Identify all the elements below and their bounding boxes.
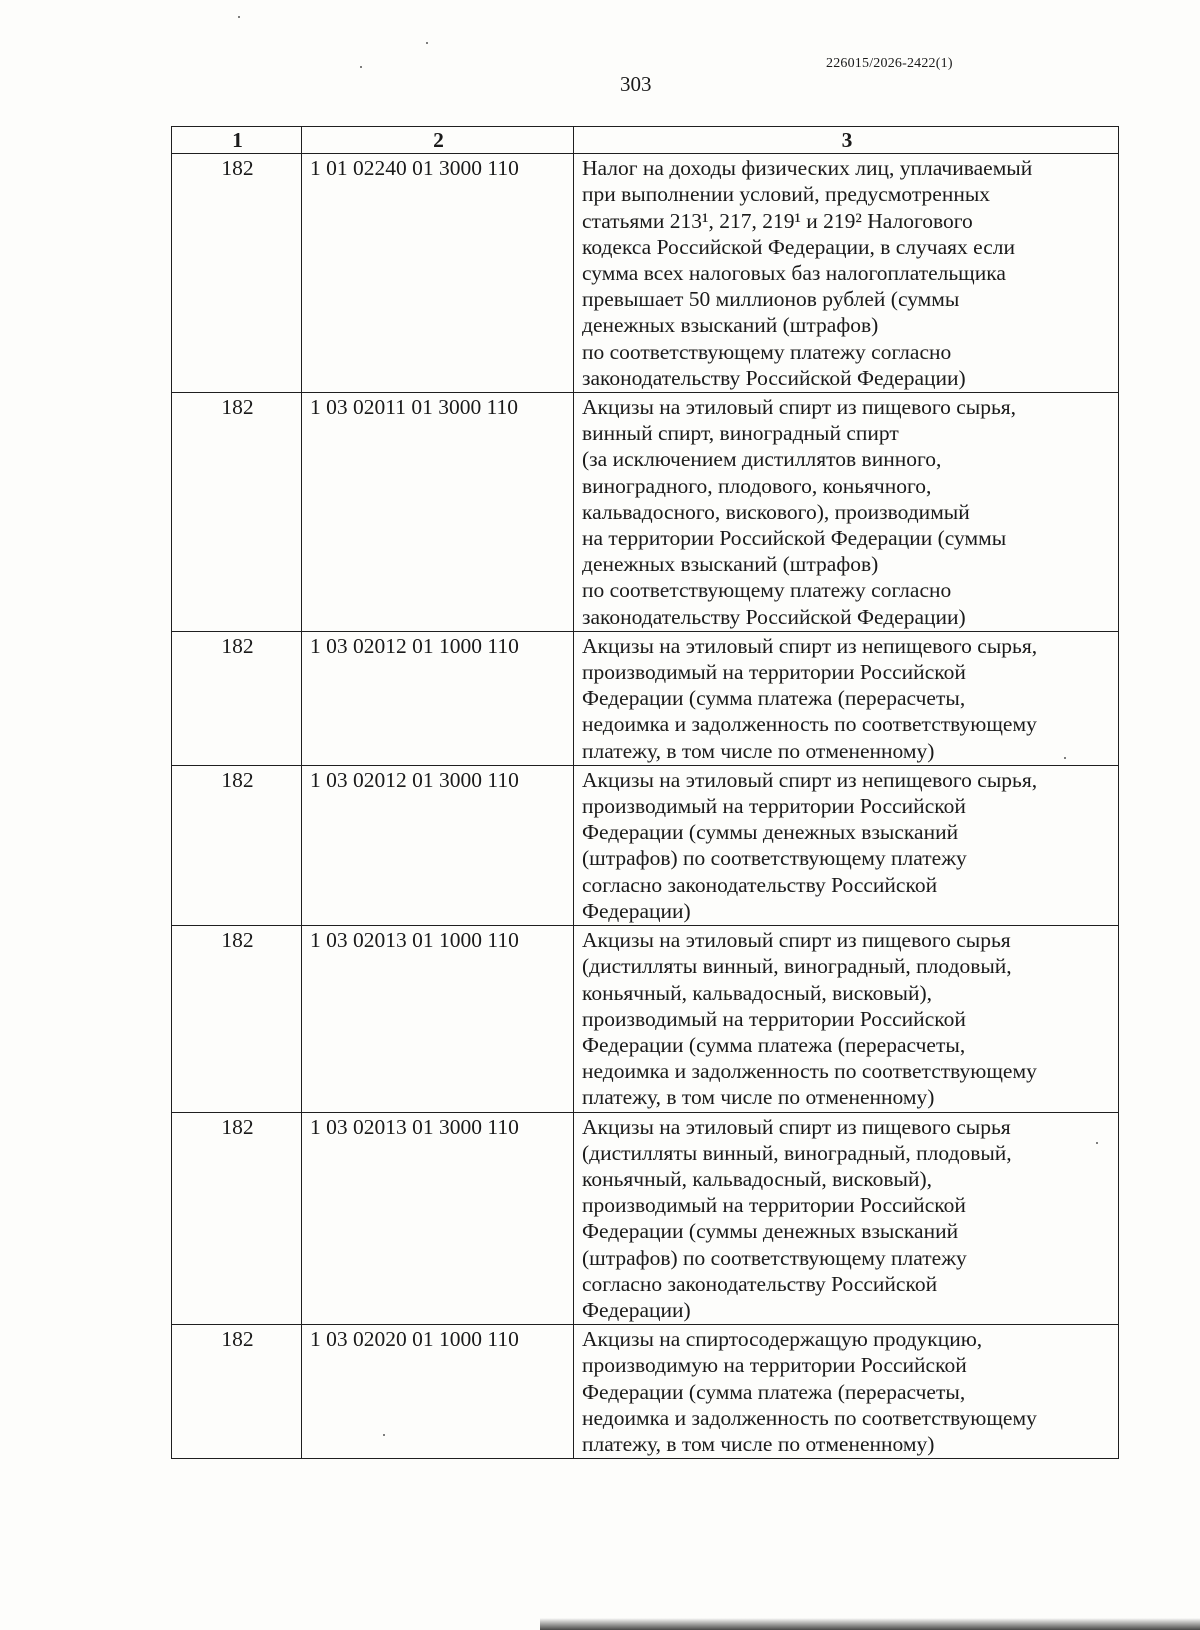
admin-code-cell: 182 (172, 1112, 302, 1325)
description-line: недоимка и задолженность по соответствующему (582, 712, 1037, 737)
budget-code-cell: 1 03 02011 01 3000 110 (302, 393, 574, 632)
table-row (172, 631, 1119, 765)
scan-speck (360, 66, 362, 68)
description-line: (дистилляты винный, виноградный, плодовый, (582, 954, 1012, 979)
description-line: по соответствующему платежу согласно (582, 578, 952, 603)
description-line: денежных взысканий (штрафов) (582, 313, 879, 338)
description-line: согласно законодательству Российской (582, 1271, 938, 1296)
description-line: на территории Российской Федерации (суммы (582, 526, 1007, 551)
description-line: Федерации (сумма платежа (перерасчеты, (582, 1032, 966, 1057)
scan-speck (426, 42, 428, 44)
admin-code-cell: 182 (172, 631, 302, 765)
description-line: Акцизы на этиловый спирт из непищевого сырья, (582, 633, 1038, 658)
column-header-1: 1 (172, 127, 302, 154)
description-line: недоимка и задолженность по соответствующему (582, 1405, 1037, 1430)
description-line: законодательству Российской Федерации) (582, 365, 966, 390)
description-cell (574, 926, 1119, 1112)
admin-code-cell: 182 (172, 926, 302, 1112)
description-line: винный спирт, виноградный спирт (582, 421, 899, 446)
table-row (172, 154, 1119, 393)
description-cell (574, 154, 1119, 393)
column-header-2: 2 (302, 127, 574, 154)
description-line: производимый на территории Российской (582, 1193, 966, 1218)
table-body (172, 154, 1119, 1459)
description-line: Акцизы на спиртосодержащую продукцию, (582, 1327, 983, 1352)
description-line: Федерации (сумма платежа (перерасчеты, (582, 1379, 966, 1404)
description-line: коньячный, кальвадосный, висковый), (582, 980, 933, 1005)
description-line: Акцизы на этиловый спирт из пищевого сырья, (582, 395, 1017, 420)
scan-speck (1064, 757, 1066, 759)
description-line: при выполнении условий, предусмотренных (582, 182, 991, 207)
description-line: статьями 213¹, 217, 219¹ и 219² Налогового (582, 208, 973, 233)
budget-code-cell: 1 03 02012 01 1000 110 (302, 631, 574, 765)
scan-speck (383, 1434, 385, 1436)
scan-speck (1096, 1142, 1098, 1144)
description-line: денежных взысканий (штрафов) (582, 552, 879, 577)
table-row (172, 1112, 1119, 1325)
table-row (172, 1325, 1119, 1459)
scan-speck (238, 16, 240, 18)
description-line: кальвадосного, вискового), производимый (582, 499, 970, 524)
description-line: Акцизы на этиловый спирт из пищевого сырья (582, 1114, 1011, 1139)
description-line: платежу, в том числе по отмененному) (582, 1085, 935, 1110)
description-line: платежу, в том числе по отмененному) (582, 1431, 935, 1456)
description-line: Федерации (сумма платежа (перерасчеты, (582, 686, 966, 711)
description-line: превышает 50 миллионов рублей (суммы (582, 287, 960, 312)
description-line: (за исключением дистиллятов винного, (582, 447, 942, 472)
description-line: производимый на территории Российской (582, 794, 966, 819)
description-cell (574, 393, 1119, 632)
admin-code-cell: 182 (172, 765, 302, 925)
budget-classification-table (171, 126, 1119, 1459)
admin-code-cell: 182 (172, 154, 302, 393)
budget-code-cell: 1 03 02013 01 1000 110 (302, 926, 574, 1112)
description-cell (574, 1325, 1119, 1459)
description-line: Акцизы на этиловый спирт из пищевого сырья (582, 928, 1011, 953)
description-line: согласно законодательству Российской (582, 872, 938, 897)
table-row (172, 393, 1119, 632)
admin-code-cell: 182 (172, 393, 302, 632)
page-number: 303 (620, 72, 652, 96)
description-cell (574, 765, 1119, 925)
description-line: недоимка и задолженность по соответствующему (582, 1059, 1037, 1084)
budget-code-cell: 1 03 02013 01 3000 110 (302, 1112, 574, 1325)
table-row (172, 926, 1119, 1112)
description-line: платежу, в том числе по отмененному) (582, 738, 935, 763)
description-line: Федерации (суммы денежных взысканий (582, 1219, 959, 1244)
description-line: Федерации) (582, 898, 691, 923)
budget-code-cell: 1 01 02240 01 3000 110 (302, 154, 574, 393)
description-line: виноградного, плодового, коньячного, (582, 473, 932, 498)
scan-edge-shadow (540, 1618, 1200, 1630)
description-cell (574, 1112, 1119, 1325)
description-line: сумма всех налоговых баз налогоплательщика (582, 261, 1006, 286)
table-header-row (172, 127, 1119, 154)
description-line: (штрафов) по соответствующему платежу (582, 846, 967, 871)
description-line: производимую на территории Российской (582, 1353, 967, 1378)
admin-code-cell: 182 (172, 1325, 302, 1459)
description-line: производимый на территории Российской (582, 660, 966, 685)
document-id: 226015/2026-2422(1) (826, 56, 953, 71)
table-row (172, 765, 1119, 925)
description-cell (574, 631, 1119, 765)
description-line: Федерации) (582, 1297, 691, 1322)
description-line: коньячный, кальвадосный, висковый), (582, 1166, 933, 1191)
description-line: Акцизы на этиловый спирт из непищевого сырья, (582, 767, 1038, 792)
description-line: Федерации (суммы денежных взысканий (582, 820, 959, 845)
description-line: по соответствующему платежу согласно (582, 339, 952, 364)
description-line: производимый на территории Российской (582, 1006, 966, 1031)
description-line: кодекса Российской Федерации, в случаях если (582, 234, 1015, 259)
description-line: (штрафов) по соответствующему платежу (582, 1245, 967, 1270)
description-line: Налог на доходы физических лиц, уплачиваемый (582, 156, 1033, 181)
budget-code-cell: 1 03 02020 01 1000 110 (302, 1325, 574, 1459)
budget-code-cell: 1 03 02012 01 3000 110 (302, 765, 574, 925)
description-line: (дистилляты винный, виноградный, плодовый, (582, 1140, 1012, 1165)
column-header-3: 3 (574, 127, 1119, 154)
description-line: законодательству Российской Федерации) (582, 604, 966, 629)
